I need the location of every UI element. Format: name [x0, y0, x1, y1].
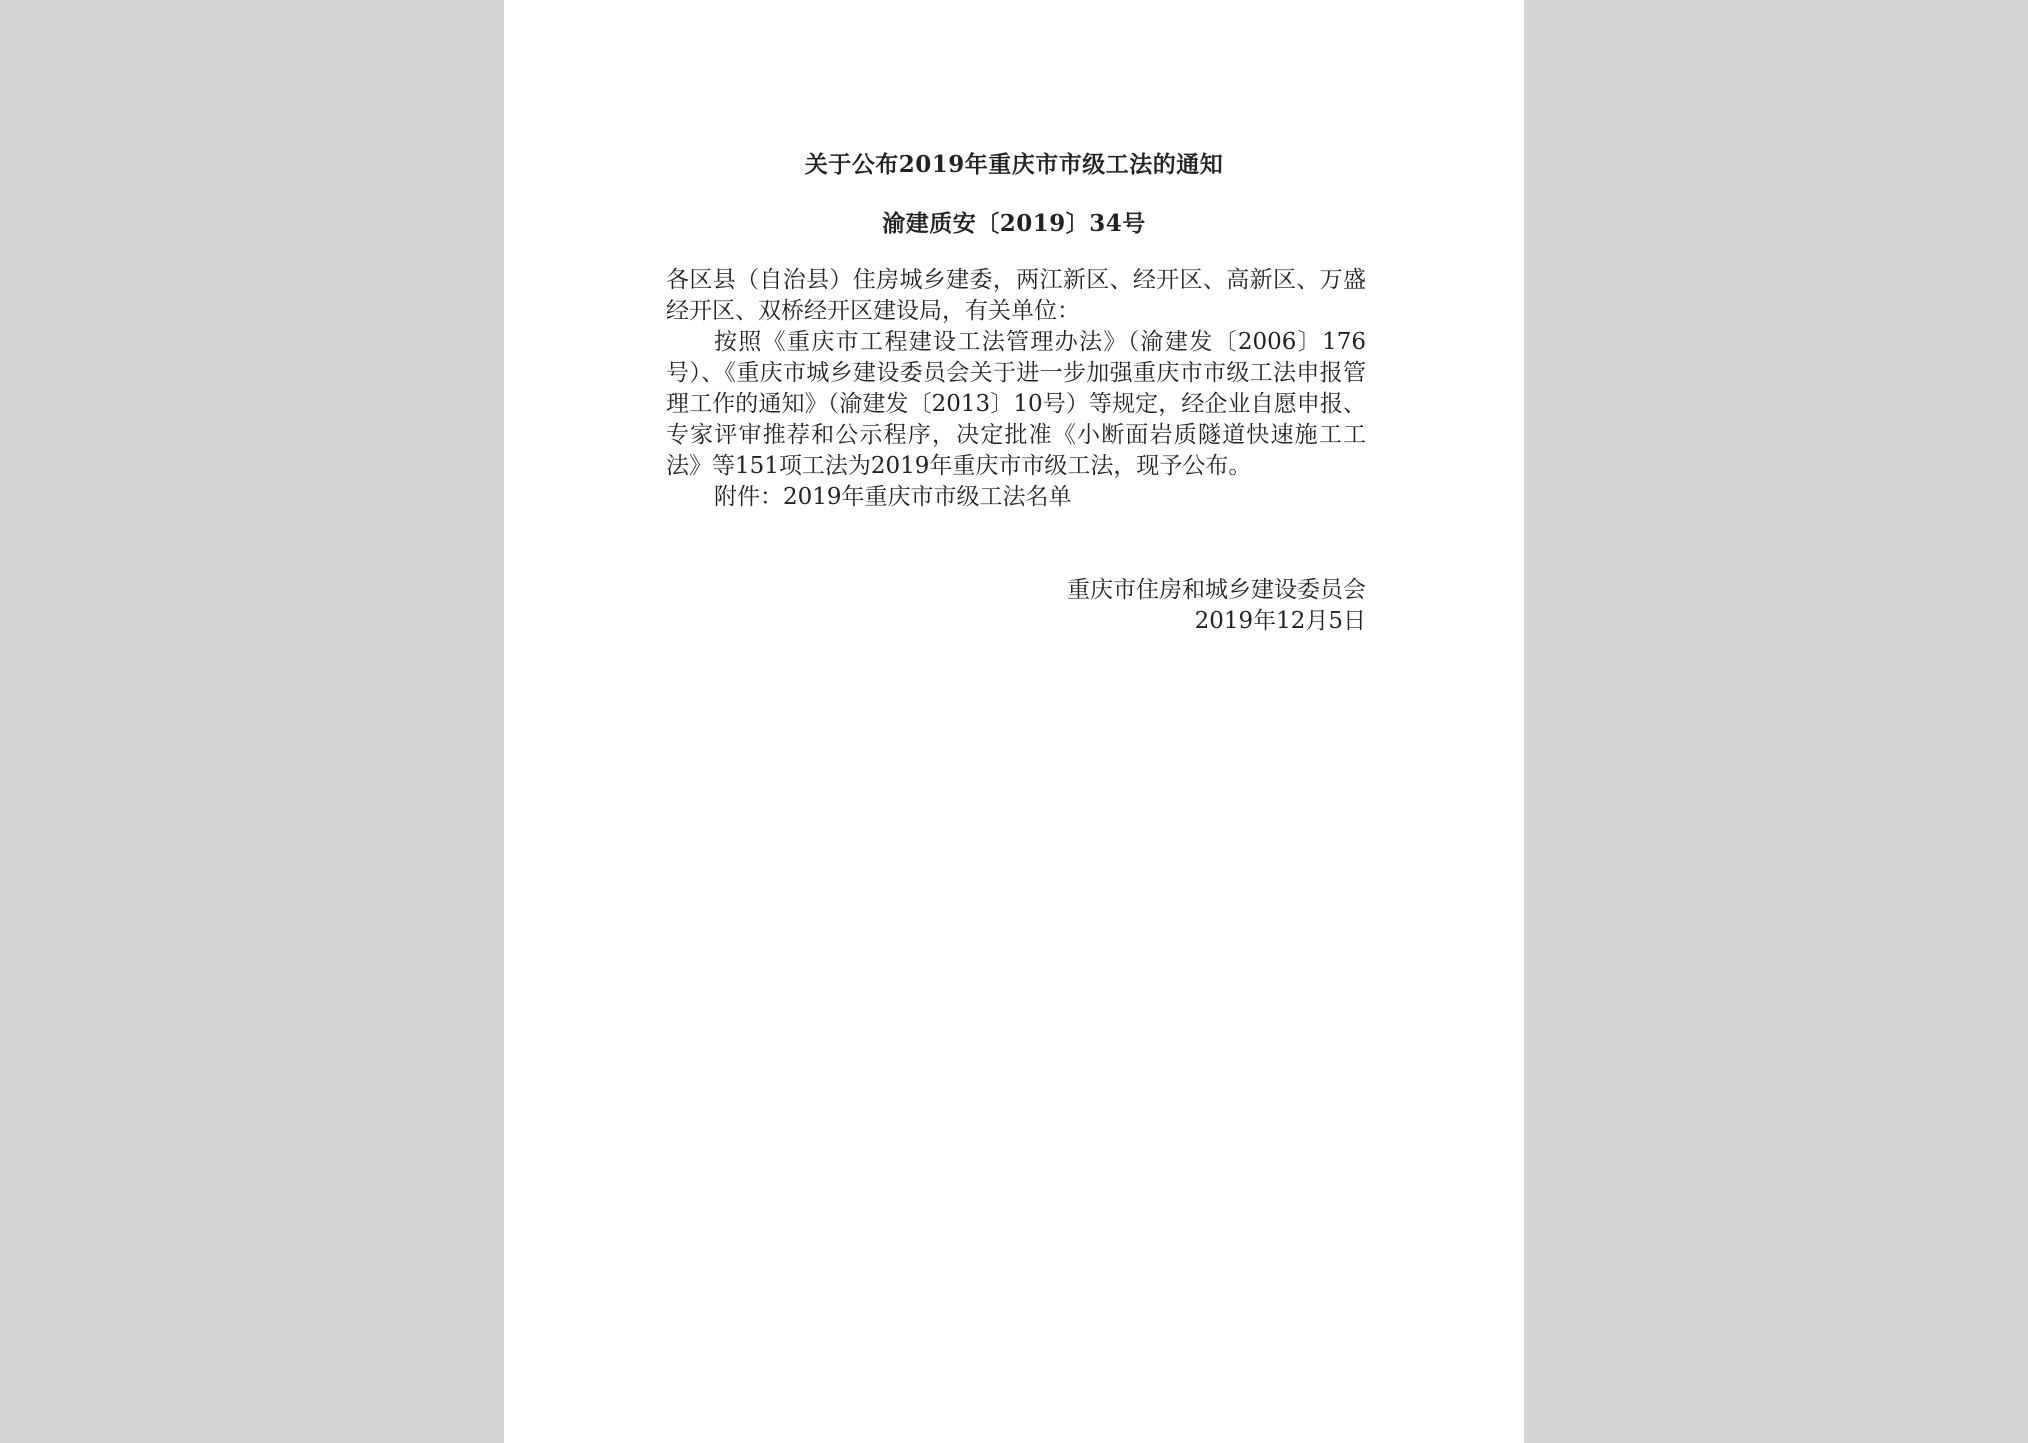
document-body — [666, 265, 1366, 513]
signature-block — [1067, 575, 1366, 637]
main-paragraph: 按照《重庆市工程建设工法管理办法》（渝建发〔2006〕176号）、《重庆市城乡建设委员会关于进一步加强重庆市市级工法申报管理工作的通知》（渝建发〔2013〕10号）等规定，经企业自愿申报、专家评审推荐和公示程序，决定批准《小断面岩质隧道快速施工工法》等151项工法为2019年重庆市市级工法，现予公布。 — [666, 329, 1366, 479]
signature-date: 2019年12月5日 — [1194, 608, 1366, 634]
document-title: 关于公布2019年重庆市市级工法的通知 — [804, 151, 1224, 178]
document-number: 渝建质安〔2019〕34号 — [882, 210, 1146, 237]
document-page — [504, 0, 1524, 1443]
attachment-line: 附件：2019年重庆市市级工法名单 — [714, 484, 1072, 510]
addressee: 各区县（自治县）住房城乡建委，两江新区、经开区、高新区、万盛经开区、双桥经开区建设局，有关单位： — [666, 267, 1366, 324]
signature-organization: 重庆市住房和城乡建设委员会 — [1067, 577, 1366, 603]
